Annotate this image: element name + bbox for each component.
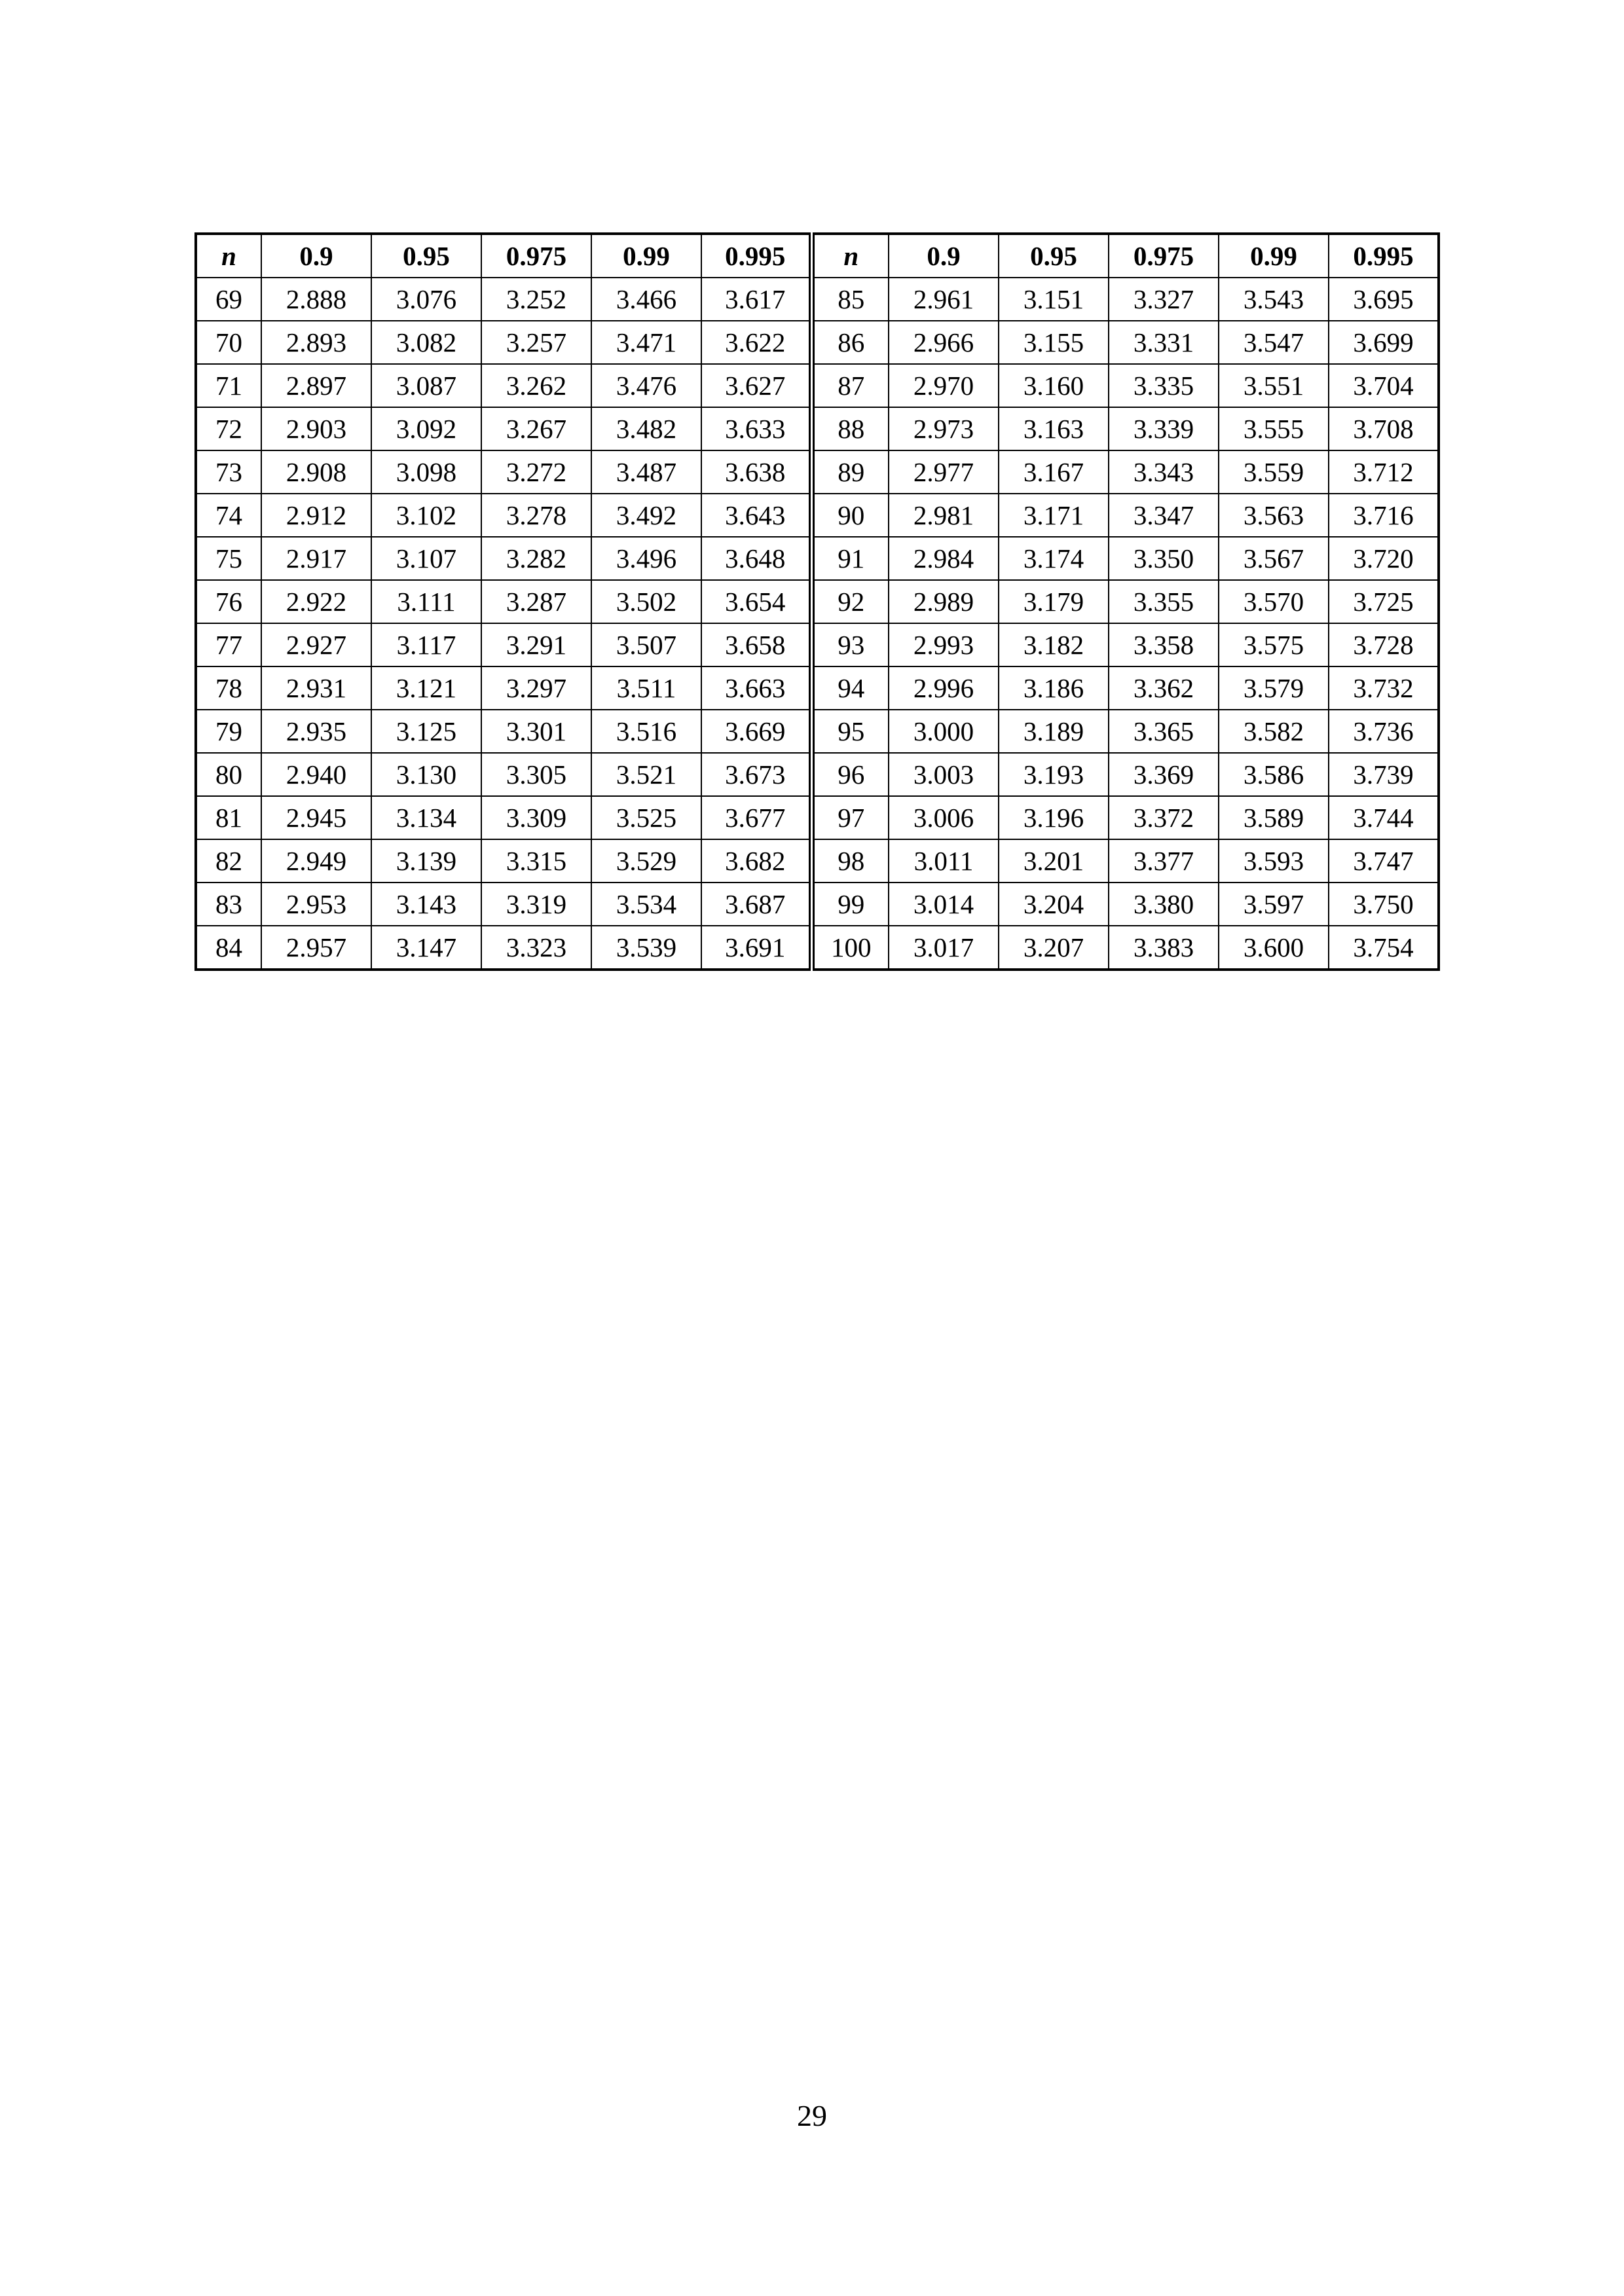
column-header-probability: 0.9 <box>261 234 371 278</box>
critical-value-cell: 3.107 <box>371 537 481 580</box>
column-header-probability: 0.995 <box>701 234 811 278</box>
critical-value-cell: 3.466 <box>591 278 701 321</box>
critical-value-cell: 2.970 <box>889 364 999 407</box>
critical-value-cell: 3.622 <box>701 321 811 364</box>
critical-value-cell: 3.708 <box>1329 407 1439 450</box>
critical-value-cell: 2.912 <box>261 494 371 537</box>
critical-value-cell: 3.319 <box>481 883 591 926</box>
critical-value-cell: 3.369 <box>1109 753 1219 796</box>
n-value-cell: 98 <box>811 839 889 883</box>
critical-value-cell: 3.331 <box>1109 321 1219 364</box>
n-value-cell: 78 <box>196 666 261 710</box>
critical-value-cell: 2.977 <box>889 450 999 494</box>
table-body <box>196 278 1439 970</box>
critical-value-cell: 3.134 <box>371 796 481 839</box>
critical-value-cell: 3.563 <box>1219 494 1329 537</box>
critical-value-cell: 3.471 <box>591 321 701 364</box>
critical-value-cell: 3.380 <box>1109 883 1219 926</box>
table-row <box>196 623 1439 666</box>
critical-value-cell: 3.529 <box>591 839 701 883</box>
column-header-probability: 0.99 <box>1219 234 1329 278</box>
n-value-cell: 96 <box>811 753 889 796</box>
critical-value-cell: 3.355 <box>1109 580 1219 623</box>
critical-value-cell: 2.922 <box>261 580 371 623</box>
critical-value-cell: 3.092 <box>371 407 481 450</box>
column-header-probability: 0.9 <box>889 234 999 278</box>
critical-value-cell: 3.739 <box>1329 753 1439 796</box>
critical-value-cell: 3.543 <box>1219 278 1329 321</box>
n-value-cell: 99 <box>811 883 889 926</box>
critical-value-cell: 2.966 <box>889 321 999 364</box>
critical-value-cell: 2.903 <box>261 407 371 450</box>
critical-value-cell: 3.087 <box>371 364 481 407</box>
critical-value-cell: 3.677 <box>701 796 811 839</box>
table-row <box>196 321 1439 364</box>
critical-value-cell: 3.593 <box>1219 839 1329 883</box>
critical-value-cell: 3.186 <box>999 666 1109 710</box>
critical-value-cell: 3.658 <box>701 623 811 666</box>
critical-value-cell: 3.327 <box>1109 278 1219 321</box>
critical-value-cell: 3.648 <box>701 537 811 580</box>
critical-value-cell: 3.287 <box>481 580 591 623</box>
n-value-cell: 84 <box>196 926 261 970</box>
critical-value-cell: 3.682 <box>701 839 811 883</box>
critical-value-cell: 2.897 <box>261 364 371 407</box>
critical-value-cell: 3.725 <box>1329 580 1439 623</box>
n-value-cell: 95 <box>811 710 889 753</box>
critical-value-cell: 2.949 <box>261 839 371 883</box>
critical-values-table <box>194 232 1440 971</box>
critical-value-cell: 3.006 <box>889 796 999 839</box>
n-value-cell: 77 <box>196 623 261 666</box>
critical-value-cell: 2.984 <box>889 537 999 580</box>
critical-value-cell: 3.750 <box>1329 883 1439 926</box>
critical-value-cell: 3.339 <box>1109 407 1219 450</box>
critical-value-cell: 3.204 <box>999 883 1109 926</box>
critical-value-cell: 3.201 <box>999 839 1109 883</box>
critical-value-cell: 3.691 <box>701 926 811 970</box>
critical-value-cell: 2.940 <box>261 753 371 796</box>
page-number: 29 <box>797 2099 827 2132</box>
n-value-cell: 73 <box>196 450 261 494</box>
critical-value-cell: 3.716 <box>1329 494 1439 537</box>
critical-value-cell: 3.111 <box>371 580 481 623</box>
critical-value-cell: 3.502 <box>591 580 701 623</box>
critical-value-cell: 2.993 <box>889 623 999 666</box>
critical-value-cell: 3.525 <box>591 796 701 839</box>
critical-value-cell: 3.358 <box>1109 623 1219 666</box>
critical-value-cell: 3.476 <box>591 364 701 407</box>
critical-value-cell: 3.017 <box>889 926 999 970</box>
n-value-cell: 69 <box>196 278 261 321</box>
critical-value-cell: 3.728 <box>1329 623 1439 666</box>
table-row <box>196 796 1439 839</box>
critical-value-cell: 3.174 <box>999 537 1109 580</box>
n-value-cell: 88 <box>811 407 889 450</box>
critical-value-cell: 2.888 <box>261 278 371 321</box>
critical-value-cell: 3.673 <box>701 753 811 796</box>
n-value-cell: 87 <box>811 364 889 407</box>
critical-value-cell: 3.291 <box>481 623 591 666</box>
critical-value-cell: 3.555 <box>1219 407 1329 450</box>
column-header-n: n <box>196 234 261 278</box>
critical-value-cell: 3.482 <box>591 407 701 450</box>
critical-value-cell: 3.732 <box>1329 666 1439 710</box>
n-value-cell: 93 <box>811 623 889 666</box>
n-value-cell: 72 <box>196 407 261 450</box>
n-value-cell: 83 <box>196 883 261 926</box>
critical-value-cell: 2.945 <box>261 796 371 839</box>
critical-value-cell: 2.981 <box>889 494 999 537</box>
n-value-cell: 80 <box>196 753 261 796</box>
critical-value-cell: 3.167 <box>999 450 1109 494</box>
table-row <box>196 926 1439 970</box>
n-value-cell: 71 <box>196 364 261 407</box>
critical-value-cell: 2.989 <box>889 580 999 623</box>
critical-value-cell: 3.570 <box>1219 580 1329 623</box>
critical-value-cell: 3.143 <box>371 883 481 926</box>
critical-value-cell: 3.754 <box>1329 926 1439 970</box>
critical-value-cell: 3.487 <box>591 450 701 494</box>
table-row <box>196 883 1439 926</box>
n-value-cell: 74 <box>196 494 261 537</box>
critical-value-cell: 3.589 <box>1219 796 1329 839</box>
critical-value-cell: 3.193 <box>999 753 1109 796</box>
critical-value-cell: 3.699 <box>1329 321 1439 364</box>
n-value-cell: 89 <box>811 450 889 494</box>
n-value-cell: 97 <box>811 796 889 839</box>
critical-value-cell: 3.305 <box>481 753 591 796</box>
critical-value-cell: 3.147 <box>371 926 481 970</box>
column-header-probability: 0.95 <box>999 234 1109 278</box>
critical-value-cell: 3.102 <box>371 494 481 537</box>
critical-value-cell: 3.492 <box>591 494 701 537</box>
table-row <box>196 580 1439 623</box>
critical-value-cell: 2.927 <box>261 623 371 666</box>
critical-value-cell: 2.893 <box>261 321 371 364</box>
table-row <box>196 666 1439 710</box>
critical-value-cell: 2.908 <box>261 450 371 494</box>
critical-value-cell: 2.996 <box>889 666 999 710</box>
critical-value-cell: 2.961 <box>889 278 999 321</box>
critical-value-cell: 3.160 <box>999 364 1109 407</box>
critical-value-cell: 3.744 <box>1329 796 1439 839</box>
critical-value-cell: 3.643 <box>701 494 811 537</box>
critical-value-cell: 3.151 <box>999 278 1109 321</box>
n-value-cell: 100 <box>811 926 889 970</box>
column-header-probability: 0.975 <box>1109 234 1219 278</box>
critical-value-cell: 3.551 <box>1219 364 1329 407</box>
critical-value-cell: 3.365 <box>1109 710 1219 753</box>
critical-value-cell: 3.171 <box>999 494 1109 537</box>
critical-value-cell: 3.669 <box>701 710 811 753</box>
critical-value-cell: 3.687 <box>701 883 811 926</box>
critical-value-cell: 2.917 <box>261 537 371 580</box>
critical-value-cell: 2.935 <box>261 710 371 753</box>
critical-value-cell: 3.600 <box>1219 926 1329 970</box>
critical-value-cell: 3.627 <box>701 364 811 407</box>
n-value-cell: 85 <box>811 278 889 321</box>
column-header-probability: 0.99 <box>591 234 701 278</box>
critical-value-cell: 3.617 <box>701 278 811 321</box>
critical-value-cell: 3.496 <box>591 537 701 580</box>
critical-value-cell: 3.000 <box>889 710 999 753</box>
critical-value-cell: 3.539 <box>591 926 701 970</box>
critical-value-cell: 3.301 <box>481 710 591 753</box>
column-header-probability: 0.975 <box>481 234 591 278</box>
critical-value-cell: 3.252 <box>481 278 591 321</box>
n-value-cell: 70 <box>196 321 261 364</box>
critical-value-cell: 3.521 <box>591 753 701 796</box>
column-header-probability: 0.95 <box>371 234 481 278</box>
critical-value-cell: 3.747 <box>1329 839 1439 883</box>
critical-value-cell: 3.350 <box>1109 537 1219 580</box>
critical-value-cell: 3.098 <box>371 450 481 494</box>
table-row <box>196 537 1439 580</box>
critical-value-cell: 3.347 <box>1109 494 1219 537</box>
critical-value-cell: 3.014 <box>889 883 999 926</box>
critical-value-cell: 3.372 <box>1109 796 1219 839</box>
critical-value-cell: 3.511 <box>591 666 701 710</box>
table-row <box>196 710 1439 753</box>
critical-value-cell: 3.736 <box>1329 710 1439 753</box>
critical-value-cell: 3.163 <box>999 407 1109 450</box>
critical-value-cell: 3.076 <box>371 278 481 321</box>
critical-value-cell: 3.282 <box>481 537 591 580</box>
n-value-cell: 75 <box>196 537 261 580</box>
critical-value-cell: 3.267 <box>481 407 591 450</box>
table-row <box>196 450 1439 494</box>
n-value-cell: 94 <box>811 666 889 710</box>
critical-value-cell: 3.121 <box>371 666 481 710</box>
critical-value-cell: 3.182 <box>999 623 1109 666</box>
critical-value-cell: 3.575 <box>1219 623 1329 666</box>
critical-value-cell: 3.547 <box>1219 321 1329 364</box>
critical-value-cell: 3.189 <box>999 710 1109 753</box>
n-value-cell: 76 <box>196 580 261 623</box>
critical-value-cell: 3.534 <box>591 883 701 926</box>
n-value-cell: 79 <box>196 710 261 753</box>
critical-value-cell: 3.003 <box>889 753 999 796</box>
critical-value-cell: 2.973 <box>889 407 999 450</box>
critical-value-cell: 3.130 <box>371 753 481 796</box>
critical-value-cell: 3.297 <box>481 666 591 710</box>
critical-value-cell: 3.597 <box>1219 883 1329 926</box>
critical-value-cell: 3.117 <box>371 623 481 666</box>
critical-value-cell: 3.323 <box>481 926 591 970</box>
critical-value-cell: 3.262 <box>481 364 591 407</box>
critical-value-cell: 3.362 <box>1109 666 1219 710</box>
critical-value-cell: 3.082 <box>371 321 481 364</box>
critical-value-cell: 3.125 <box>371 710 481 753</box>
critical-value-cell: 2.931 <box>261 666 371 710</box>
critical-value-cell: 3.695 <box>1329 278 1439 321</box>
critical-value-cell: 2.953 <box>261 883 371 926</box>
critical-value-cell: 3.516 <box>591 710 701 753</box>
table-row <box>196 494 1439 537</box>
critical-value-cell: 3.704 <box>1329 364 1439 407</box>
critical-value-cell: 3.155 <box>999 321 1109 364</box>
critical-value-cell: 3.139 <box>371 839 481 883</box>
critical-value-cell: 3.720 <box>1329 537 1439 580</box>
critical-value-cell: 3.586 <box>1219 753 1329 796</box>
critical-value-cell: 3.315 <box>481 839 591 883</box>
n-value-cell: 92 <box>811 580 889 623</box>
critical-value-cell: 3.633 <box>701 407 811 450</box>
critical-value-cell: 3.507 <box>591 623 701 666</box>
critical-value-cell: 3.638 <box>701 450 811 494</box>
critical-value-cell: 3.011 <box>889 839 999 883</box>
critical-value-cell: 3.309 <box>481 796 591 839</box>
n-value-cell: 90 <box>811 494 889 537</box>
critical-value-cell: 3.196 <box>999 796 1109 839</box>
critical-value-cell: 3.179 <box>999 580 1109 623</box>
critical-value-cell: 3.335 <box>1109 364 1219 407</box>
critical-value-cell: 3.278 <box>481 494 591 537</box>
n-value-cell: 82 <box>196 839 261 883</box>
column-header-probability: 0.995 <box>1329 234 1439 278</box>
critical-value-cell: 3.207 <box>999 926 1109 970</box>
column-header-n: n <box>811 234 889 278</box>
critical-value-cell: 3.567 <box>1219 537 1329 580</box>
critical-value-cell: 3.712 <box>1329 450 1439 494</box>
n-value-cell: 81 <box>196 796 261 839</box>
critical-value-cell: 3.582 <box>1219 710 1329 753</box>
table-row <box>196 278 1439 321</box>
critical-value-cell: 3.579 <box>1219 666 1329 710</box>
table-header-row <box>196 234 1439 278</box>
critical-value-cell: 3.663 <box>701 666 811 710</box>
table-row <box>196 364 1439 407</box>
table-row <box>196 407 1439 450</box>
table-row <box>196 753 1439 796</box>
critical-value-cell: 3.343 <box>1109 450 1219 494</box>
n-value-cell: 91 <box>811 537 889 580</box>
critical-value-cell: 3.257 <box>481 321 591 364</box>
critical-value-cell: 3.654 <box>701 580 811 623</box>
n-value-cell: 86 <box>811 321 889 364</box>
critical-value-cell: 3.383 <box>1109 926 1219 970</box>
table-row <box>196 839 1439 883</box>
critical-value-cell: 3.272 <box>481 450 591 494</box>
critical-value-cell: 2.957 <box>261 926 371 970</box>
critical-value-cell: 3.377 <box>1109 839 1219 883</box>
critical-value-cell: 3.559 <box>1219 450 1329 494</box>
